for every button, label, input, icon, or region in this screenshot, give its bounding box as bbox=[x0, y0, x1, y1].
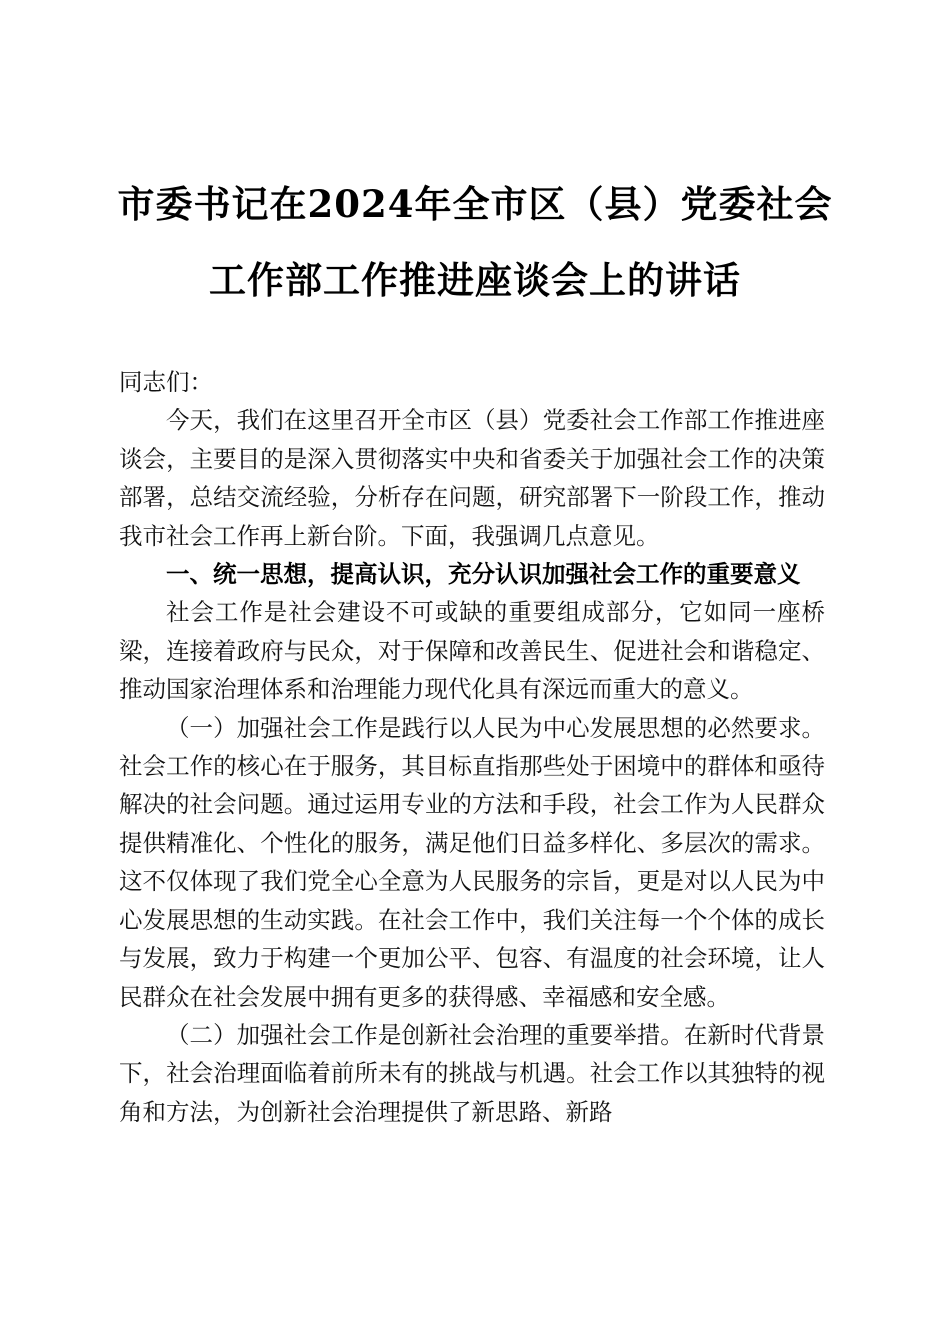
paragraph-2-lead: （一）加强社会工作是践行以人民为中心发展思想的必然要求。 bbox=[166, 713, 825, 742]
intro-paragraph: 今天，我们在这里召开全市区（县）党委社会工作部工作推进座谈会，主要目的是深入贯彻落实中央和省委关于加强社会工作的决策部署，总结交流经验，分析存在问题，研究部署下一阶段工作，推动我市社会工作再上新台阶。下面，我强调几点意见。 bbox=[119, 406, 825, 550]
paragraph-2 bbox=[119, 709, 825, 1016]
document-body bbox=[119, 363, 825, 1131]
salutation: 同志们： bbox=[119, 368, 213, 396]
paragraph-1: 社会工作是社会建设不可或缺的重要组成部分，它如同一座桥梁，连接着政府与民众，对于保障和改善民生、促进社会和谐稳定、推动国家治理体系和治理能力现代化具有深远而重大的意义。 bbox=[119, 598, 825, 704]
paragraph-3 bbox=[119, 1016, 825, 1131]
paragraph-2-body: 社会工作的核心在于服务，其目标直指那些处于困境中的群体和亟待解决的社会问题。通过运用专业的方法和手段，社会工作为人民群众提供精准化、个性化的服务，满足他们日益多样化、多层次的需求。这不仅体现了我们党全心全意为人民服务的宗旨，更是对以人民为中心发展思想的生动实践。在社会工作中，我们关注每一个个体的成长与发展，致力于构建一个更加公平、包容、有温度的社会环境，让人民群众在社会发展中拥有更多的获得感、幸福感和安全感。 bbox=[119, 752, 825, 1011]
paragraph-3-body: 在新时代背景下，社会治理面临着前所未有的挑战与机遇。社会工作以其独特的视角和方法，为创新社会治理提供了新思路、新路 bbox=[119, 1020, 826, 1126]
document-title: 市委书记在2024年全市区（县）党委社会工作部工作推进座谈会上的讲话 bbox=[117, 182, 833, 302]
paragraph-3-lead: （二）加强社会工作是创新社会治理的重要举措。 bbox=[166, 1020, 684, 1049]
section-heading-1: 一、统一思想，提高认识，充分认识加强社会工作的重要意义 bbox=[166, 560, 801, 589]
